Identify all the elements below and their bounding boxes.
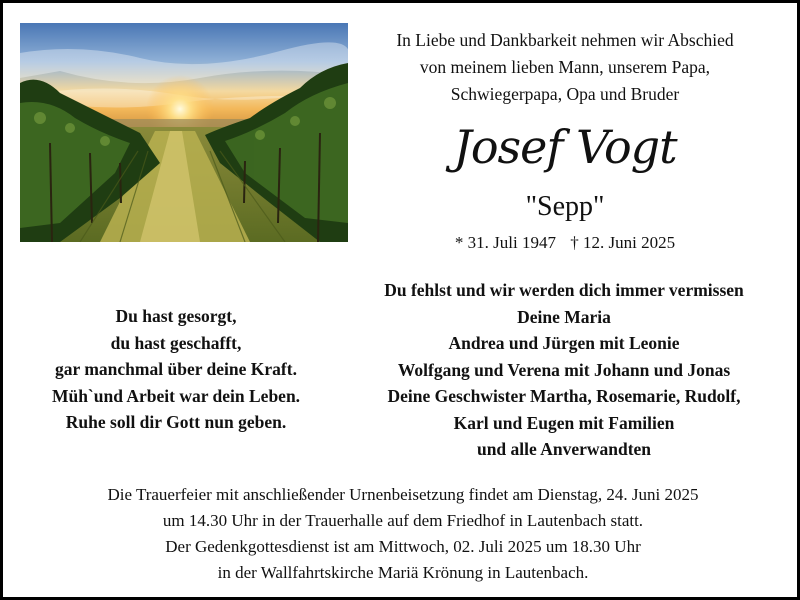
deceased-nickname: "Sepp" bbox=[525, 191, 605, 222]
service-line: in der Wallfahrtskirche Mariä Krönung in Lautenbach. bbox=[217, 563, 589, 582]
poem-line: Du hast gesorgt, bbox=[115, 306, 237, 326]
farewell-intro bbox=[359, 27, 771, 108]
service-line: Der Gedenkgottesdienst ist am Mittwoch, 02. Juli 2025 um 18.30 Uhr bbox=[165, 537, 641, 556]
service-details bbox=[23, 482, 783, 586]
mourner-line: Deine Maria bbox=[517, 306, 611, 327]
mourners-list bbox=[349, 277, 779, 463]
mourner-line: Wolfgang und Verena mit Johann und Jonas bbox=[397, 359, 731, 380]
intro-line: In Liebe und Dankbarkeit nehmen wir Abschied bbox=[396, 30, 734, 50]
life-dates bbox=[359, 231, 771, 255]
deceased-name: Josef Vogt bbox=[453, 120, 677, 174]
service-line: Die Trauerfeier mit anschließender Urnenbeisetzung findet am Dienstag, 24. Juni 2025 bbox=[107, 485, 699, 504]
mourner-line: und alle Anverwandten bbox=[476, 439, 652, 459]
poem-line: Müh`und Arbeit war dein Leben. bbox=[51, 385, 301, 406]
poem-line: Ruhe soll dir Gott nun geben. bbox=[65, 412, 287, 432]
intro-line: Schwiegerpapa, Opa und Bruder bbox=[450, 84, 680, 104]
mourner-line: Karl und Eugen mit Familien bbox=[453, 412, 675, 433]
poem-line: gar manchmal über deine Kraft. bbox=[55, 359, 297, 379]
death-date: † 12. Juni 2025 bbox=[570, 233, 676, 252]
mourner-line: Deine Geschwister Martha, Rosemarie, Rudolf, bbox=[387, 386, 741, 406]
service-line: um 14.30 Uhr in der Trauerhalle auf dem Friedhof in Lautenbach statt. bbox=[162, 511, 644, 530]
intro-line: von meinem lieben Mann, unserem Papa, bbox=[419, 57, 711, 77]
mourner-line: Andrea und Jürgen mit Leonie bbox=[448, 333, 680, 353]
vineyard-sunset-photo bbox=[20, 23, 348, 242]
poem-line: du hast geschafft, bbox=[110, 332, 242, 353]
memorial-poem bbox=[21, 303, 331, 436]
birth-date: * 31. Juli 1947 bbox=[454, 233, 556, 252]
mourner-line: Du fehlst und wir werden dich immer vermissen bbox=[384, 280, 744, 300]
